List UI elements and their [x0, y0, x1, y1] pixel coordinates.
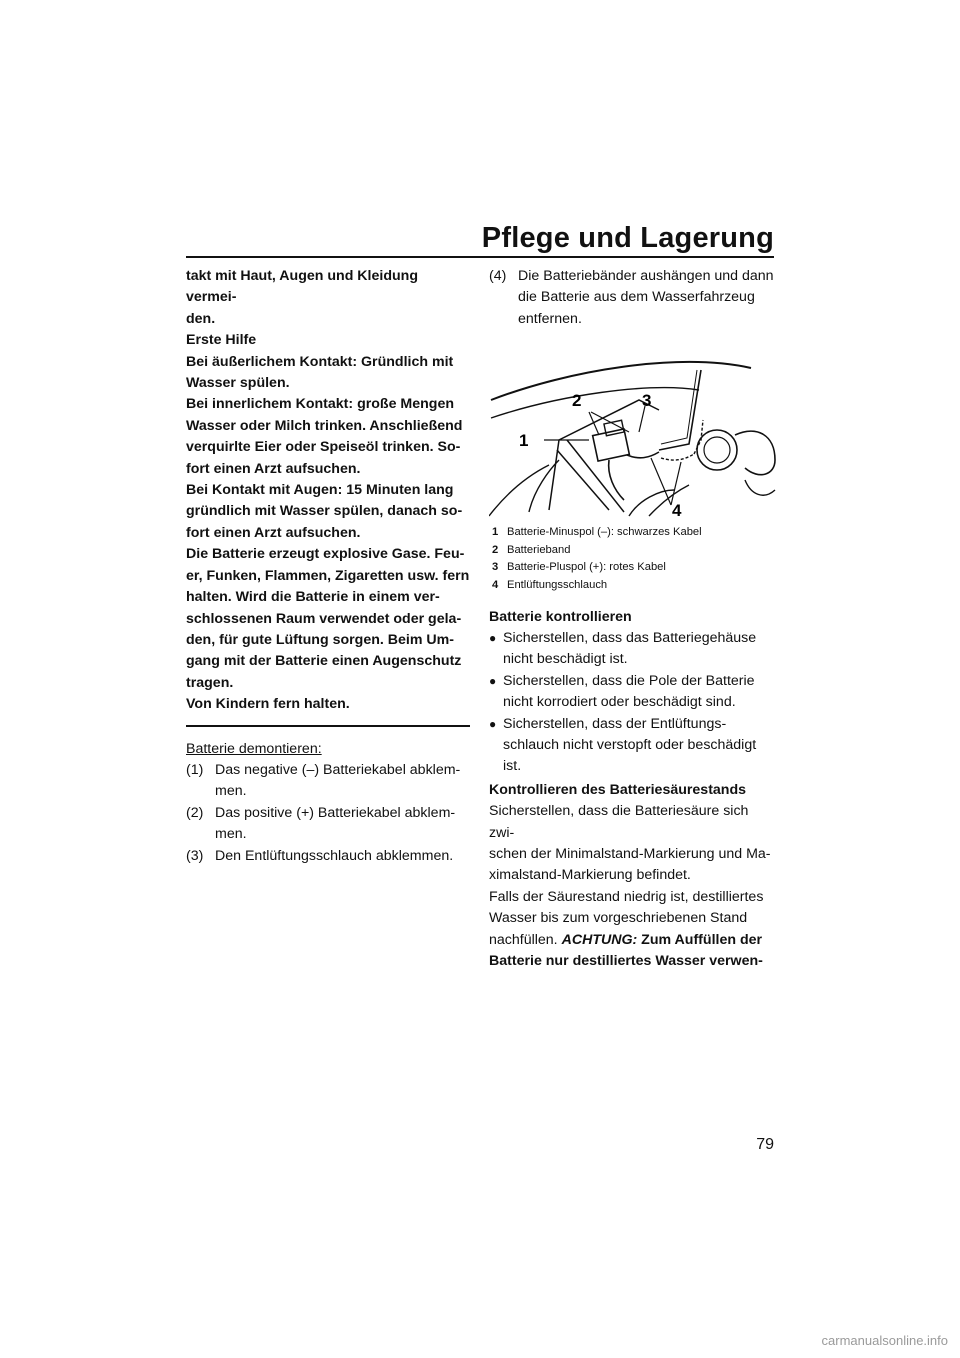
warning-line: Bei Kontakt mit Augen: 15 Minuten lang — [186, 482, 454, 499]
bullet-icon: ● — [489, 673, 497, 688]
section-title-remove-battery: Batterie demontieren: — [186, 740, 322, 757]
legend-item — [489, 524, 777, 542]
legend-number: 3 — [492, 561, 499, 574]
legend-text: Batterie-Pluspol (+): rotes Kabel — [507, 561, 666, 574]
callout-4: 4 — [672, 501, 682, 521]
legend-number: 2 — [492, 543, 499, 556]
right-column — [489, 266, 777, 973]
bullet-line: schlauch nicht verstopft oder beschädigt — [503, 737, 757, 754]
bullet-item — [489, 714, 777, 778]
legend-item — [489, 577, 777, 595]
caution-line: Batterie nur destilliertes Wasser verwen- — [489, 953, 763, 970]
paragraph-line: ximalstand-Markierung befindet. — [489, 867, 691, 884]
legend-text: Batterieband — [507, 543, 571, 556]
paragraph-line: Falls der Säurestand niedrig ist, destilliertes — [489, 888, 764, 905]
warning-line: schlossenen Raum verwendet oder gela- — [186, 610, 462, 627]
warning-line: den. — [186, 310, 216, 327]
step-number: (4) — [489, 268, 507, 284]
bullet-text — [503, 714, 777, 778]
warning-line: verquirlte Eier oder Speiseöl trinken. So- — [186, 439, 461, 456]
step-line: Das positive (+) Batteriekabel abklem- — [215, 804, 456, 821]
legend-item — [489, 542, 777, 560]
legend-number: 4 — [492, 579, 499, 591]
left-column — [186, 266, 470, 867]
step-text — [215, 760, 470, 803]
step-item — [186, 760, 470, 803]
warning-line: Wasser oder Milch trinken. Anschließend — [186, 417, 463, 434]
achtung-label: ACHTUNG: — [561, 931, 638, 948]
step-number: (3) — [186, 847, 204, 864]
step-text — [215, 803, 470, 846]
battery-illustration — [489, 340, 777, 520]
warning-line: gründlich mit Wasser spülen, danach so- — [186, 503, 463, 520]
watermark: carmanualsonline.info — [821, 1333, 948, 1348]
bullet-icon: ● — [489, 631, 497, 645]
bullet-text — [503, 671, 777, 714]
section-title-check-battery: Batterie kontrollieren — [489, 608, 632, 625]
bullet-item — [489, 628, 777, 671]
warning-line: Wasser spülen. — [186, 375, 290, 392]
warning-line: den, für gute Lüftung sorgen. Beim Um- — [186, 631, 454, 648]
bullet-item — [489, 671, 777, 714]
warning-line: fort einen Arzt aufsuchen. — [186, 460, 361, 477]
figure-legend — [489, 524, 777, 594]
step-line: Das negative (–) Batteriekabel abklem- — [215, 761, 461, 778]
page-title: Pflege und Lagerung — [481, 222, 774, 254]
bullet-line: Sicherstellen, dass die Pole der Batterie — [503, 672, 755, 689]
warning-line: Erste Hilfe — [186, 332, 257, 349]
bullet-line: nicht korrodiert oder beschädigt sind. — [503, 694, 736, 711]
step-item — [489, 266, 777, 330]
bullet-line: Sicherstellen, dass der Entlüftungs- — [503, 715, 727, 732]
warning-line: takt mit Haut, Augen und Kleidung vermei- — [186, 268, 418, 306]
removal-steps — [186, 760, 470, 867]
paragraph-line: Sicherstellen, dass die Batteriesäure sich zwi- — [489, 803, 749, 841]
warning-block — [186, 266, 470, 716]
step-item — [186, 846, 470, 867]
step-line: entfernen. — [518, 310, 582, 327]
warning-line: er, Funken, Flammen, Zigaretten usw. fern — [186, 567, 470, 584]
warning-line: Die Batterie erzeugt explosive Gase. Feu- — [186, 546, 465, 563]
step-line: men. — [215, 826, 247, 843]
warning-line: Von Kindern fern halten. — [186, 696, 350, 713]
bullet-line: nicht beschädigt ist. — [503, 651, 628, 668]
warning-line: tragen. — [186, 674, 234, 691]
paragraph-line-mixed — [489, 930, 777, 951]
step-item — [186, 803, 470, 846]
bullet-line: ist. — [503, 758, 522, 775]
warning-line: fort einen Arzt aufsuchen. — [186, 524, 361, 541]
check-bullets — [489, 628, 777, 778]
warning-line: Bei innerlichem Kontakt: große Mengen — [186, 396, 455, 413]
step-line: Die Batteriebänder aushängen und dann — [518, 268, 774, 284]
bullet-line: Sicherstellen, dass das Batteriegehäuse — [503, 630, 757, 646]
warning-end-rule — [186, 725, 470, 727]
step-line: men. — [215, 783, 247, 800]
step-number: (2) — [186, 804, 204, 821]
caution-text: Zum Auffüllen der — [637, 931, 763, 948]
paragraph-line: Wasser bis zum vorgeschriebenen Stand — [489, 910, 748, 927]
warning-line: halten. Wird die Batterie in einem ver- — [186, 589, 440, 606]
legend-text: Entlüftungsschlauch — [507, 579, 608, 591]
step-line: Den Entlüftungsschlauch abklemmen. — [215, 847, 454, 864]
step-number: (1) — [186, 761, 204, 778]
step-line: die Batterie aus dem Wasserfahrzeug — [518, 289, 755, 306]
warning-line: Bei äußerlichem Kontakt: Gründlich mit — [186, 353, 454, 370]
callout-1: 1 — [519, 431, 529, 451]
battery-line-drawing — [489, 340, 777, 520]
paragraph-text: nachfüllen. — [489, 931, 562, 948]
legend-text: Batterie-Minuspol (–): schwarzes Kabel — [507, 526, 702, 539]
callout-2: 2 — [572, 391, 582, 411]
step-text — [215, 846, 470, 867]
paragraph-line: schen der Minimalstand-Markierung und Ma- — [489, 846, 771, 863]
bullet-icon: ● — [489, 716, 497, 731]
warning-line: gang mit der Batterie einen Augenschutz — [186, 653, 462, 670]
step-text — [518, 266, 777, 330]
section-title-acid-level: Kontrollieren des Batteriesäurestands — [489, 781, 747, 798]
acid-paragraph — [489, 801, 777, 972]
header-rule — [186, 256, 774, 258]
callout-3: 3 — [642, 391, 652, 411]
legend-number: 1 — [492, 526, 499, 539]
legend-item — [489, 559, 777, 577]
page-number: 79 — [756, 1136, 774, 1153]
bullet-text — [503, 628, 777, 671]
